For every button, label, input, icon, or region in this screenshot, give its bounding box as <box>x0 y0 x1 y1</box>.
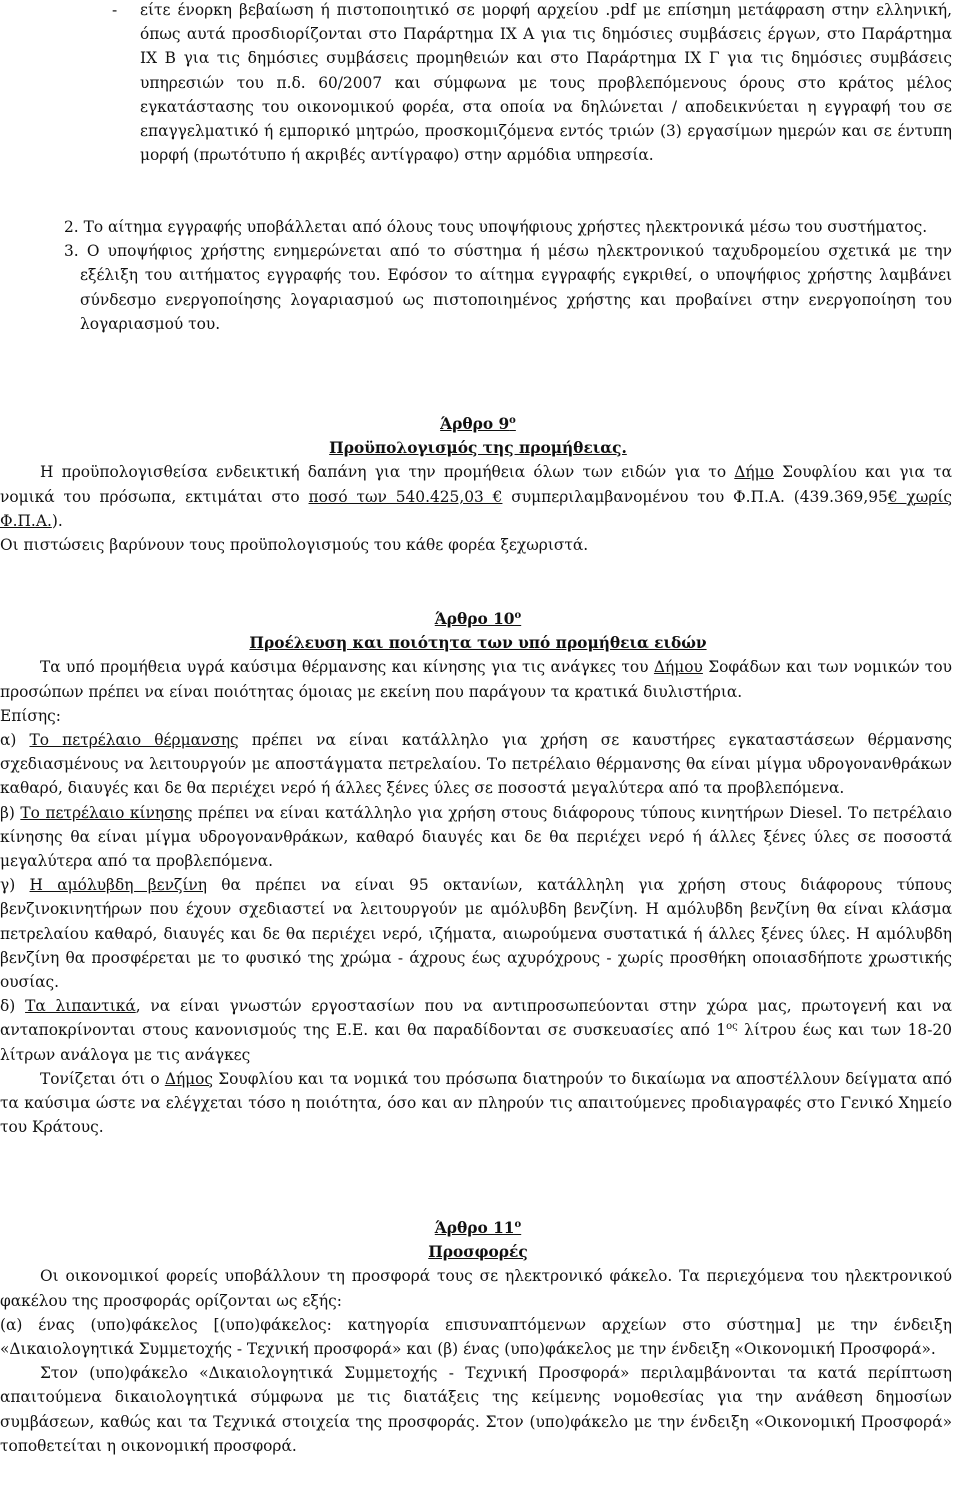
article-10-number: Άρθρο $10^o$ <box>434 609 522 628</box>
article-11-paragraph-3: Στον (υπο)φάκελο «Δικαιολογητικά Συμμετοχής - Τεχνική Προσφορά» περιλαμβάνονται τα κατά περίπτωση απαιτούμενα δικαιολογητικά σύμφωνα με τις διατάξεις της κείμενης νομοθεσίας για την ανάθεση δημοσίων συμβάσεων, καθώς και τα Τεχνικά στοιχεία της προσφοράς. Στον (υπο)φάκελο με την ένδειξη «Οικονομική Προσφορά» τοποθετείται η οικονομική προσφορά. <box>0 1364 952 1455</box>
article-10-item-c: γ) Η αμόλυβδη βενζίνη θα πρέπει να είναι 95 οκτανίων, κατάλληλη για χρήση στους διάφορους τύπους βενζινοκινητήρων που έχουν σχεδιαστεί να λειτουργούν με αμόλυβδη βενζίνη. Η αμόλυβδη βενζίνη θα είναι κλάσμα πετρελαίου καθαρό, διαυγές και δε θα περιέχει νερό, ιζήματα, αιωρούμενα συστατικά ή άλλες ξένες ύλες. Η αμόλυβδη βενζίνη θα προσφέρεται με το φυσικό της χρώμα - άχρους έως αχυρόχρους - χωρίς προσθήκη οποιασδήποτε χρωστικής ουσίας. <box>0 876 952 992</box>
article-9-paragraph-2: Οι πιστώσεις βαρύνουν τους προϋπολογισμούς του κάθε φορέα ξεχωριστά. <box>0 536 589 555</box>
article-11-paragraph-1: Οι οικονομικοί φορείς υποβάλλουν τη προσφορά τους σε ηλεκτρονικό φάκελο. Τα περιεχόμενα του ηλεκτρονικού φακέλου της προσφοράς ορίζονται ως εξής: <box>0 1267 952 1310</box>
bullet-dash: - <box>112 1 118 19</box>
article-11-number: Άρθρο $11^o$ <box>434 1218 522 1237</box>
article-10-item-d: δ) Τα λιπαντικά, να είναι γνωστών εργοστασίων που να αντιπροσωπεύονται στην χώρα μας, πρωτογενή και να ανταποκρίνονται στους κανονισμούς της Ε.Ε. και θα παραδίδονται σε συσκευασίες από $1^{o\varsigma}$ λίτρου έως και των 18-20 λίτρων ανάλογα με τις ανάγκες <box>0 997 952 1064</box>
article-9-number: Άρθρο $9^o$ <box>440 414 516 433</box>
article-9-paragraph-1: Η προϋπολογισθείσα ενδεικτική δαπάνη για την προμήθεια όλων των ειδών για το Δήμο Σουφλίου και για τα νομικά του πρόσωπα, εκτιμάται στο ποσό των 540.425,03 € συμπεριλαμβανομένου του Φ.Π.Α. (439.369,95€ χωρίς Φ.Π.Α.). <box>0 463 953 530</box>
numbered-items <box>0 215 956 336</box>
article-10-closing: Τονίζεται ότι ο Δήμος Σουφλίου και τα νομικά του πρόσωπα διατηρούν το δικαίωμα να αποστέλλουν δείγματα από τα καύσιμα ώστε να ελέγχεται τόσο η ποιότητα, όσο και αν πληρούν τις απαιτούμενες προδιαγραφές στο Γενικό Χημείο του Κράτους. <box>0 1069 952 1137</box>
article-10-item-b: β) Το πετρέλαιο κίνησης πρέπει να είναι κατάλληλο για χρήση στους διάφορους τύπους κινητήρων Diesel. Το πετρέλαιο κίνησης θα είναι μίγμα υδρογονανθράκων, καθαρό διαυγές και δε θα περιέχει νερό ή άλλες ξένες ύλες σε ποσοστά μεγαλύτερα από τα προβλεπόμενα. <box>0 803 953 871</box>
bullet-block <box>0 0 956 167</box>
article-10 <box>0 607 956 1139</box>
article-10-title: Προέλευση και ποιότητα των υπό προμήθεια ειδών <box>249 634 707 653</box>
article-10-intro: Τα υπό προμήθεια υγρά καύσιμα θέρμανσης και κίνησης για τις ανάγκες του Δήμου Σοφάδων και των νομικών του προσώπων πρέπει να είναι ποιότητας όμοιας με εκείνη που παράγουν τα κρατικά διυλιστήρια. <box>0 658 953 701</box>
article-9 <box>0 412 956 557</box>
bullet-text: είτε ένορκη βεβαίωση ή πιστοποιητικό σε μορφή αρχείου .pdf με επίσημη μετάφραση στην ελληνική, όπως αυτά προσδιορίζονται στο Παράρτημα ΙΧ Α για τις δημόσιες συμβάσεις έργων, στο Παράρτημα ΙΧ Β για τις δημόσιες συμβάσεις προμηθειών και στο Παράρτημα ΙΧ Γ για τις δημόσιες συμβάσεις υπηρεσιών του π.δ. 60/2007 και σύμφωνα με τους προβλεπόμενους όρους στο κράτος μέλος εγκατάστασης του οικονομικού φορέα, στα οποία να δηλώνεται / αποδεικνύεται η εγγραφή του σε επαγγελματικό ή εμπορικό μητρώο, προσκομιζόμενα εντός τριών (3) εργασίμων ημερών και σε έντυπη μορφή (πρωτότυπο ή ακριβές αντίγραφο) στην αρμόδια υπηρεσία. <box>140 1 952 165</box>
article-11 <box>0 1216 956 1458</box>
item-2: 2. Το αίτημα εγγραφής υποβάλλεται από όλους τους υποψήφιους χρήστες ηλεκτρονικά μέσω του συστήματος. <box>64 218 928 236</box>
article-10-episis: Επίσης: <box>0 706 61 725</box>
article-10-item-a: α) Το πετρέλαιο θέρμανσης πρέπει να είναι κατάλληλο για χρήση σε καυστήρες εγκαταστάσεων θέρμανσης σχεδιασμένους να λειτουργούν με αποστάγματα πετρελαίου. Το πετρέλαιο θέρμανσης θα είναι μίγμα υδρογονανθράκων καθαρό, διαυγές και δε θα περιέχει νερό ή άλλες ξένες ύλες σε ποσοστά μεγαλύτερα από τα προβλεπόμενα. <box>0 731 952 798</box>
item-3: 3. Ο υποψήφιος χρήστης ενημερώνεται από το σύστημα ή μέσω ηλεκτρονικού ταχυδρομείου σχετικά με την εξέλιξη του αιτήματος εγγραφής του. Εφόσον το αίτημα εγγραφής εγκριθεί, ο υποψήφιος χρήστης λαμβάνει σύνδεσμο ενεργοποίησης λογαριασμού ως πιστοποιημένος χρήστης και προβαίνει στην ενεργοποίηση του λογαριασμού του. <box>64 242 952 333</box>
bullet-paragraph <box>0 0 956 167</box>
article-11-title: Προσφορές <box>428 1243 528 1262</box>
article-11-paragraph-2: (α) ένας (υπο)φάκελος [(υπο)φάκελος: κατηγορία επισυναπτόμενων αρχείων στο σύστημα] με την ένδειξη «Δικαιολογητικά Συμμετοχής - Τεχνική προσφορά» και (β) ένας (υπο)φάκελος με την ένδειξη «Οικονομική Προσφορά». <box>0 1315 952 1359</box>
article-9-title: Προϋπολογισμός της προμήθειας. <box>329 439 627 458</box>
